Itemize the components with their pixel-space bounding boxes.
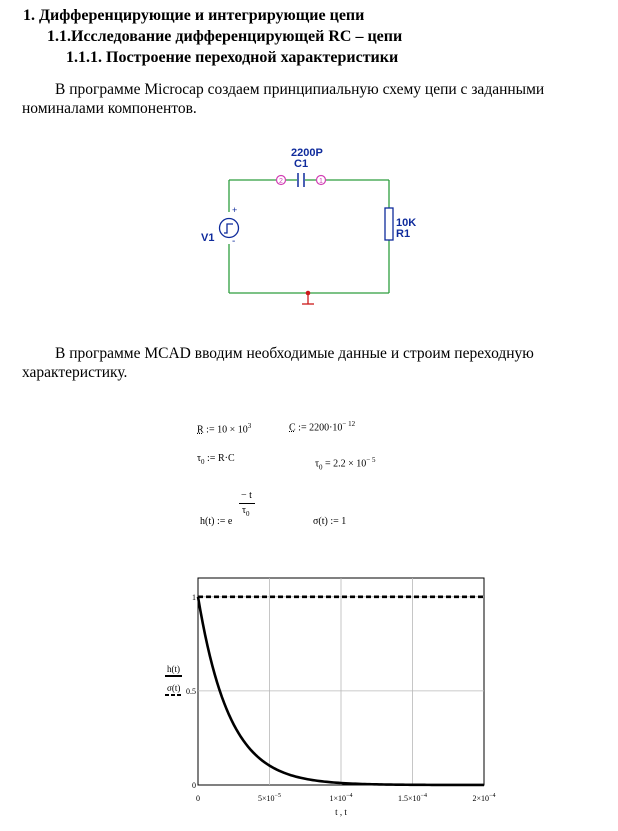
x-tick-label-1: $5\times 10^{-5}$	[258, 793, 281, 803]
pin-1-label: 1	[319, 178, 323, 185]
sigma-definition: σ(t) := 1	[313, 516, 347, 527]
y-tick-label-0: 0	[192, 781, 196, 790]
resistor-name: R1	[396, 228, 411, 240]
paragraph-microcap: В программе Microcap создаем принципиальную схему цепи с заданными номиналами компонентов.	[22, 81, 545, 117]
source-name: V1	[201, 232, 215, 244]
heading-2: 1.1.Исследование дифференцирующей RC – цепи	[47, 28, 403, 45]
x-tick-label-0: 0	[196, 794, 200, 803]
y-label-h: h(t)	[167, 664, 180, 674]
capacitor-name: C1	[294, 158, 309, 170]
x-tick-label-3: $1.5\times 10^{-4}$	[398, 793, 427, 803]
heading-3: 1.1.1. Построение переходной характеристики	[66, 49, 399, 66]
source-minus: -	[232, 236, 236, 247]
capacitor-value: 2200P	[291, 147, 323, 159]
plot-grid	[198, 578, 484, 785]
heading-1: 1. Дифференцирующие и интегрирующие цепи	[23, 7, 365, 24]
h-definition: h(t) := e	[200, 516, 233, 527]
resistor-value: 10K	[396, 217, 417, 229]
y-tick-label-1: 0.5	[186, 686, 196, 696]
r-definition: R := $10 \times 10^3$	[197, 422, 252, 436]
tau-definition: $\tau_0$ := R·C	[197, 453, 235, 466]
h-exponent-numerator: − t	[241, 490, 252, 501]
c-definition: C := $2200\cdot 10^{- 12}$	[289, 420, 356, 434]
pin-2-label: 2	[279, 178, 283, 185]
y-tick-label-2: 1	[192, 592, 196, 602]
paragraph-mcad: В программе MCAD вводим необходимые данные и строим переходную характеристику.	[22, 345, 534, 381]
x-tick-label-2: $1\times 10^{-4}$	[329, 793, 353, 803]
x-axis-label: t , t	[335, 807, 347, 817]
x-tick-label-4: $2\times 10^{-4}$	[472, 793, 496, 803]
y-label-sigma: σ(t)	[167, 683, 181, 693]
h-exponent-denominator: $\tau_0$	[242, 505, 250, 518]
tau-value: $\tau_0 = 2.2 \times 10^{- 5}$	[315, 456, 376, 472]
source-plus: +	[232, 205, 238, 215]
